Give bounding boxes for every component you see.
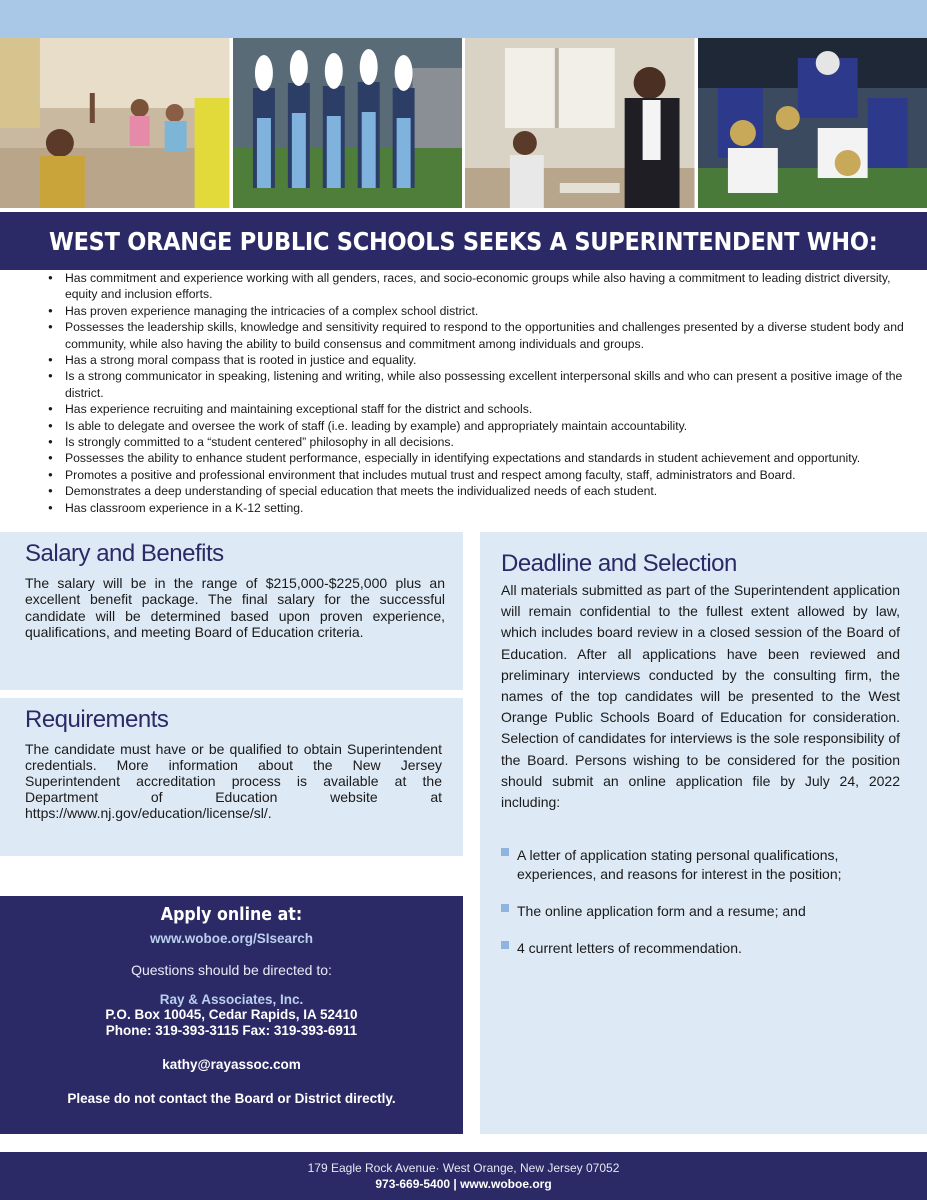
firm-name: Ray & Associates, Inc.: [159, 992, 304, 1007]
top-color-band: [0, 0, 927, 38]
list-item: [501, 846, 901, 884]
football-game-photo: [698, 38, 927, 208]
list-item-text: The online application form and a resume; and: [517, 903, 806, 919]
list-item: [501, 902, 901, 921]
requirements-panel: [0, 698, 463, 856]
apply-contact-panel: [0, 896, 463, 1134]
deadline-title: Deadline and Selection: [501, 550, 737, 577]
list-item: ● Possesses the ability to enhance student performance, especially in identifying expectations and standards in student achievement and opportunity.: [48, 450, 908, 466]
requirements-title: Requirements: [25, 706, 169, 733]
do-not-contact-notice: Please do not contact the Board or District directly.: [67, 1091, 396, 1106]
list-item: ● Is able to delegate and oversee the work of staff (i.e. leading by example) and appropriately maintain accountability.: [48, 418, 908, 434]
apply-title: Apply online at:: [160, 904, 303, 925]
footer: [0, 1152, 927, 1200]
list-item: ● Possesses the leadership skills, knowledge and sensitivity required to respond to the opportunities and challenges presented by a diverse student body and community, while also having the ability to build consensus and commitment among individuals and groups.: [48, 319, 908, 352]
headline-banner: [0, 212, 927, 270]
list-item: ● Has a strong moral compass that is rooted in justice and equality.: [48, 352, 908, 368]
contact-email-link[interactable]: kathy@rayassoc.com: [162, 1057, 301, 1072]
firm-address: P.O. Box 10045, Cedar Rapids, IA 52410: [105, 1007, 358, 1022]
photo-strip: [0, 38, 927, 208]
footer-phone-website: 973-669-5400 | www.woboe.org: [375, 1177, 552, 1191]
footer-address: 179 Eagle Rock Avenue· West Orange, New Jersey 07052: [307, 1161, 620, 1175]
apply-url-link[interactable]: www.woboe.org/SIsearch: [149, 931, 314, 946]
list-item: ● Has proven experience managing the intricacies of a complex school district.: [48, 303, 908, 319]
classroom-photo: [0, 38, 230, 208]
deadline-text: All materials submitted as part of the Superintendent application will remain confidential to the fullest extent allowed by law, which includes board review in a closed session of the Board of Education. After all applications have been reviewed and preliminary interviews conducted by the consulting firm, the names of the top candidates will be presented to the West Orange Public Schools Board of Education for consideration. Selection of candidates for interviews is the sole responsibility of the Board. Persons wishing to be considered for the position should submit an online application file by July 24, 2022 including:: [501, 582, 900, 811]
marching-band-photo: [233, 38, 463, 208]
list-item: ● Has classroom experience in a K-12 setting.: [48, 500, 908, 516]
teacher-high-five-photo: [465, 38, 695, 208]
headline-title: WEST ORANGE PUBLIC SCHOOLS SEEKS A SUPERINTENDENT WHO:: [49, 226, 878, 256]
list-item: ● Is strongly committed to a “student centered” philosophy in all decisions.: [48, 434, 908, 450]
square-bullet-icon: [501, 904, 509, 912]
list-item: ● Demonstrates a deep understanding of special education that meets the individualized needs of each student.: [48, 483, 908, 499]
deadline-selection-panel: [480, 532, 927, 1134]
salary-title: Salary and Benefits: [25, 540, 224, 567]
questions-label: Questions should be directed to:: [131, 962, 332, 978]
square-bullet-icon: [501, 848, 509, 856]
square-bullet-icon: [501, 941, 509, 949]
firm-phone-fax: Phone: 319-393-3115 Fax: 319-393-6911: [105, 1023, 358, 1038]
list-item-text: A letter of application stating personal qualifications, experiences, and reasons for interest in the position;: [517, 847, 842, 882]
list-item-text: 4 current letters of recommendation.: [517, 940, 742, 956]
list-item: [501, 939, 901, 958]
list-item: ● Promotes a positive and professional environment that includes mutual trust and respect among faculty, staff, administrators and Board.: [48, 467, 908, 483]
salary-benefits-panel: [0, 532, 463, 690]
application-materials-list: [501, 846, 901, 976]
superintendent-qualities-list: [48, 270, 908, 516]
salary-text: The salary will be in the range of $215,000-$225,000 plus an excellent benefit package. The final salary for the successful candidate will be determined based upon proven experience, qualifications, and meeting Board of Education criteria.: [25, 575, 445, 641]
list-item: ● Has commitment and experience working with all genders, races, and socio-economic groups while also having a commitment to leading district diversity, equity and inclusion efforts.: [48, 270, 908, 303]
requirements-text: The candidate must have or be qualified to obtain Superintendent credentials. More information about the New Jersey Superintendent accreditation process is available at the Department of Education website at https://www.nj.gov/education/license/sl/.: [25, 741, 442, 821]
list-item: ● Is a strong communicator in speaking, listening and writing, while also possessing excellent interpersonal skills and who can present a positive image of the district.: [48, 368, 908, 401]
list-item: ● Has experience recruiting and maintaining exceptional staff for the district and schools.: [48, 401, 908, 417]
